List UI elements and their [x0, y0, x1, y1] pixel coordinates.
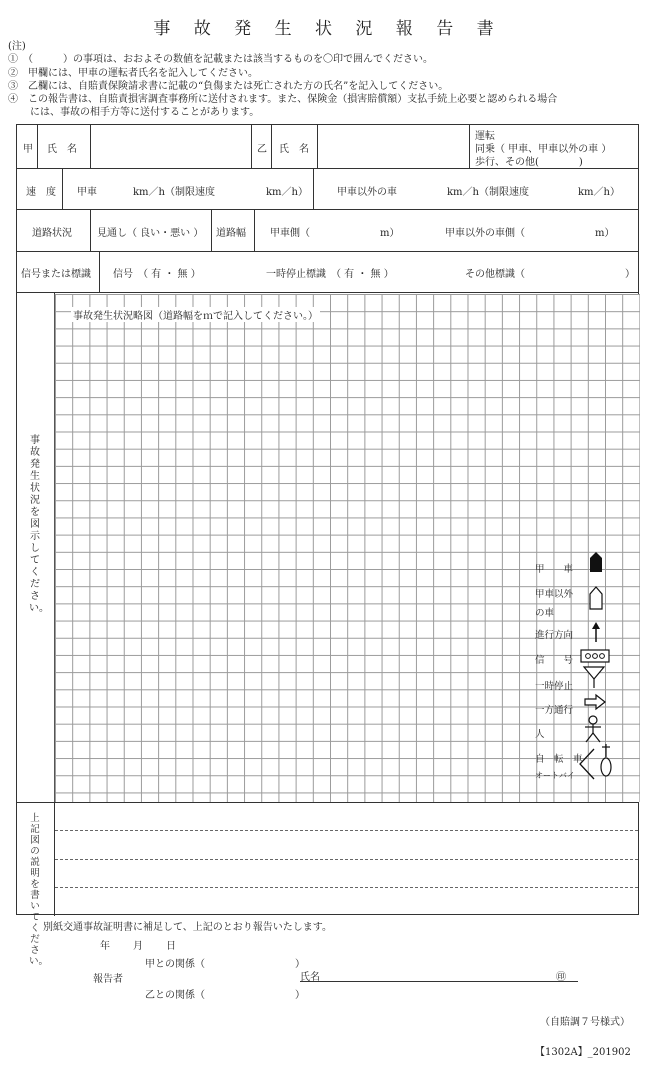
- legend-person-label: 人: [535, 729, 545, 740]
- relation-ko-field[interactable]: 甲との関係（ ）: [145, 959, 305, 970]
- page-title: 事 故 発 生 状 況 報 告 書: [153, 19, 503, 39]
- motorcycle-icon: [599, 743, 613, 779]
- signal-icon: [580, 648, 610, 664]
- speed-ko-limit-unit: km／h）: [266, 187, 308, 198]
- role-passenger[interactable]: 同乗（ 甲車、甲車以外の車 ）: [475, 144, 612, 155]
- note-item: ③ 乙欄には、自賠責保険請求書に記載の“負傷または死亡された方の氏名”を記入してください。: [8, 80, 449, 92]
- otsu-label: 乙: [257, 144, 267, 155]
- diagram-grid[interactable]: [54, 294, 640, 802]
- other-sign-field[interactable]: その他標識（ ）: [465, 269, 635, 280]
- otsu-name-field[interactable]: [320, 129, 466, 164]
- legend-signal-label: 信 号: [535, 655, 574, 666]
- signal-field[interactable]: 信号 （ 有 ・ 無 ）: [113, 269, 201, 280]
- ko-name-field[interactable]: [93, 129, 248, 164]
- speed-other-unit: km／h（制限速度: [447, 187, 529, 198]
- legend-other-label-1: 甲車以外: [535, 589, 574, 600]
- report-date-field[interactable]: 年 月 日: [100, 941, 177, 952]
- legend-other-label-2: の車: [535, 608, 555, 619]
- explanation-field[interactable]: [55, 803, 639, 915]
- reporter-name-field[interactable]: [300, 968, 578, 982]
- form-code: 【1302A】_201902: [535, 1047, 631, 1058]
- speed-ko-unit: km／h（制限速度: [133, 187, 215, 198]
- speed-label: 速 度: [26, 187, 56, 198]
- notes-heading: (注): [8, 41, 26, 52]
- seal-mark: ㊞: [556, 972, 566, 983]
- visibility-field[interactable]: 見通し（ 良い・悪い ）: [97, 228, 204, 239]
- legend-oneway-label: 一方通行: [535, 705, 574, 716]
- relation-otsu-field[interactable]: 乙との関係（ ）: [145, 990, 305, 1001]
- otsu-name-label: 氏 名: [279, 144, 309, 155]
- road-width-label: 道路幅: [216, 228, 246, 239]
- person-icon: [583, 715, 603, 743]
- stop-sign-icon: [582, 665, 606, 689]
- road-label: 道路状況: [32, 228, 72, 239]
- role-pedestrian-other[interactable]: 歩行、その他( ): [475, 157, 583, 168]
- stop-sign-field[interactable]: 一時停止標識 （ 有 ・ 無 ）: [266, 269, 394, 280]
- footer-statement: 別紙交通事故証明書に補足して、上記のとおり報告いたします。: [43, 922, 332, 933]
- notes-section: [8, 40, 648, 120]
- legend-ko-label: 甲 車: [535, 564, 574, 575]
- name-label: 氏名: [300, 972, 320, 983]
- speed-ko-car: 甲車: [77, 187, 97, 198]
- signal-label: 信号または標識: [21, 269, 91, 280]
- note-item: ④ この報告書は、自賠責損害調査事務所に送付されます。また、保険金（損害賠償額）支払手続上必要と認められる場合: [8, 94, 558, 106]
- direction-arrow-icon: [589, 621, 603, 643]
- reporter-label: 報告者: [93, 974, 123, 985]
- road-width-other[interactable]: 甲車以外の車側（ m）: [445, 228, 615, 239]
- form-number: （自賠調７号様式）: [540, 1017, 630, 1028]
- diagram-side-label: 事故発生状況を図示してください。: [29, 435, 49, 614]
- note-item: ② 甲欄には、甲車の運転者氏名を記入してください。: [8, 67, 258, 79]
- note-item-continued: には、事故の相手方等に送付することがあります。: [30, 107, 260, 119]
- ko-car-icon: [589, 551, 603, 573]
- speed-other-limit-unit: km／h）: [578, 187, 620, 198]
- legend-motorcycle-label: オートバイ: [535, 771, 575, 780]
- ko-label: 甲: [23, 144, 33, 155]
- other-car-icon: [589, 586, 603, 610]
- road-width-ko[interactable]: 甲車側（ m）: [270, 228, 400, 239]
- bicycle-icon: [577, 747, 597, 781]
- legend-bicycle-label: 自 転 車: [535, 754, 583, 765]
- speed-other-car: 甲車以外の車: [337, 187, 397, 198]
- diagram-grid-label: 事故発生状況略図（道路幅をｍで記入してください。）: [71, 307, 320, 322]
- one-way-arrow-icon: [583, 693, 607, 711]
- ko-name-label: 氏 名: [47, 144, 77, 155]
- legend-stop-label: 一時停止: [535, 681, 574, 692]
- role-driver[interactable]: 運転: [475, 131, 495, 142]
- legend-direction-label: 進行方向: [535, 630, 574, 641]
- note-item: ① （ ）の事項は、おおよその数値を記載または該当するものを〇印で囲んでください。: [8, 54, 433, 66]
- explain-side-label: 上記図の説明を書いてください。: [29, 813, 49, 967]
